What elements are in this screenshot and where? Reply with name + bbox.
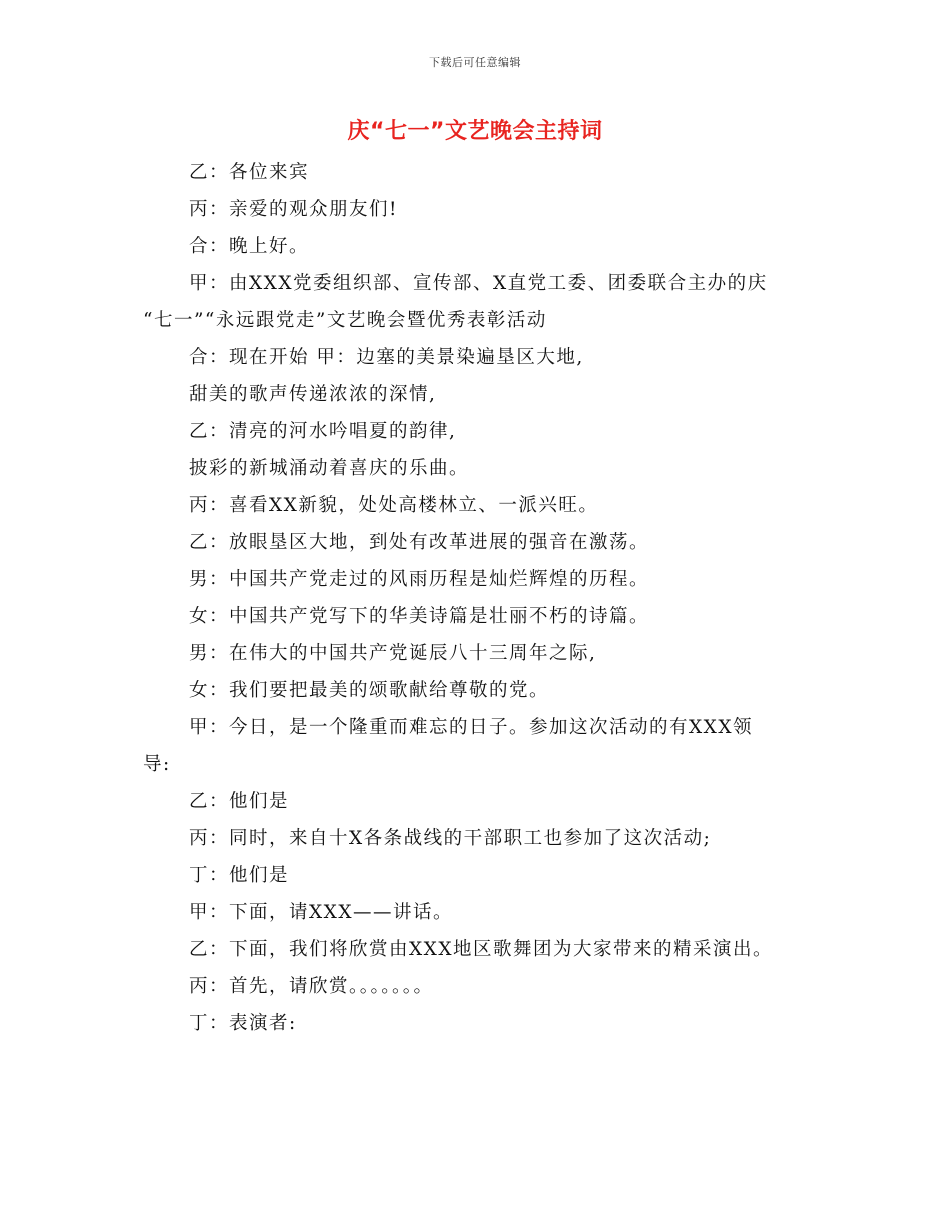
script-body <box>143 154 815 1042</box>
script-line: 乙：下面，我们将欣赏由XXX地区歌舞团为大家带来的精采演出。 <box>189 939 774 960</box>
page-header-note: 下载后可任意编辑 <box>429 56 521 69</box>
script-line: 女：我们要把最美的颂歌献给尊敬的党。 <box>189 680 550 701</box>
script-line: 男：在伟大的中国共产党诞辰八十三周年之际, <box>189 643 597 664</box>
script-line: 男：中国共产党走过的风雨历程是灿烂辉煌的历程。 <box>189 569 650 590</box>
script-line: 乙：他们是 <box>189 791 290 812</box>
script-line: 乙：清亮的河水吟唱夏的韵律, <box>189 421 457 442</box>
script-line: 披彩的新城涌动着喜庆的乐曲。 <box>189 458 470 479</box>
script-line: 甲：下面，请XXX——讲话。 <box>189 902 454 923</box>
script-line: 丁：表演者: <box>189 1013 297 1034</box>
script-line: 丙：同时，来自十X各条战线的干部职工也参加了这次活动; <box>189 828 712 849</box>
script-line: 甲：今日，是一个隆重而难忘的日子。参加这次活动的有XXX领 <box>189 717 754 738</box>
script-line: 丙：亲爱的观众朋友们! <box>189 199 398 220</box>
script-line: 女：中国共产党写下的华美诗篇是壮丽不朽的诗篇。 <box>189 606 650 627</box>
script-line: 丙：首先，请欣赏。。。。。。。 <box>189 976 434 997</box>
script-line: 丙：喜看XX新貌，处处高楼林立、一派兴旺。 <box>189 495 599 516</box>
script-line: 乙：各位来宾 <box>189 162 310 183</box>
script-line: 丁：他们是 <box>189 865 290 886</box>
script-line: 甲：由XXX党委组织部、宣传部、X直党工委、团委联合主办的庆 <box>189 273 768 294</box>
script-line: 甜美的歌声传递浓浓的深情, <box>189 384 437 405</box>
script-line: 合：现在开始 甲：边塞的美景染遍垦区大地, <box>189 347 584 368</box>
script-line-continuation: 导: <box>143 754 171 775</box>
script-line: 乙：放眼垦区大地，到处有改革进展的强音在激荡。 <box>189 532 650 553</box>
script-line-continuation: “七一”“永远跟党走”文艺晚会暨优秀表彰活动 <box>143 310 547 331</box>
document-title: 庆“七一”文艺晚会主持词 <box>347 119 603 144</box>
script-line: 合：晚上好。 <box>189 236 310 257</box>
